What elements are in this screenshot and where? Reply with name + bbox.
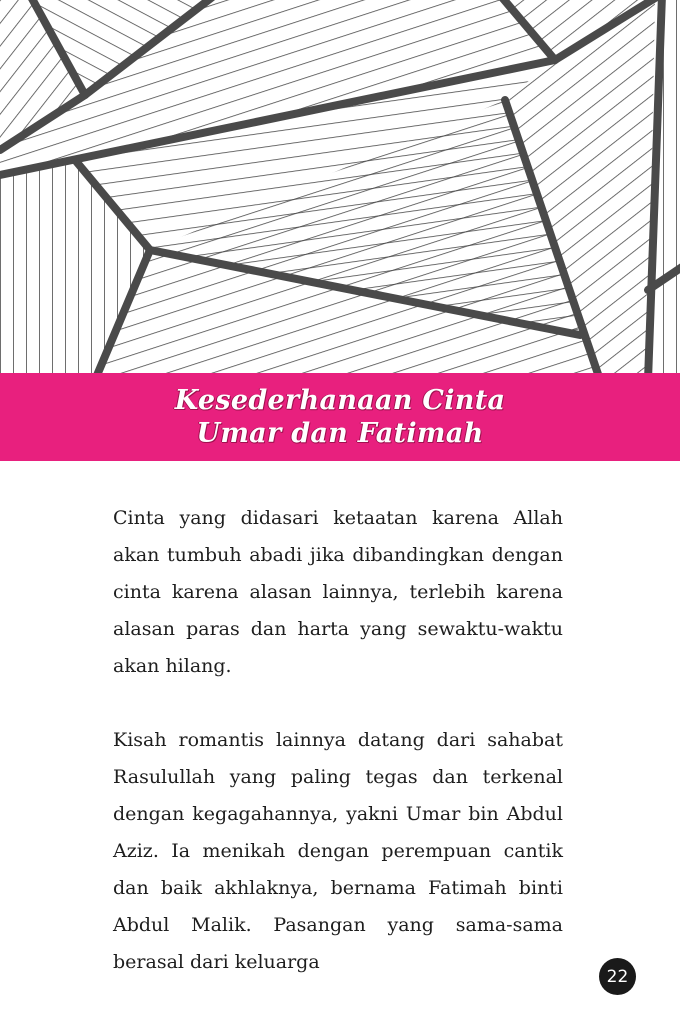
paragraph-2: Kisah romantis lainnya datang dari sahabat Rasulullah yang paling tegas dan terkenal dengan kegagahannya, yakni Umar bin Abdul Aziz. Ia menikah dengan perempuan cantik dan baik akhlaknya, bernama Fatimah binti Abdul Malik. Pasangan yang sama-sama berasal dari keluarga bbox=[113, 729, 563, 973]
title-banner bbox=[0, 373, 680, 461]
page-number-badge: 22 bbox=[599, 958, 636, 995]
geometric-line-pattern bbox=[0, 0, 680, 374]
paragraph-1: Cinta yang didasari ketaatan karena Allah akan tumbuh abadi jika dibandingkan dengan cinta karena alasan lainnya, terlebih karena alasan paras dan harta yang sewaktu-waktu akan hilang. bbox=[113, 507, 563, 677]
title-line-1: Kesederhanaan Cinta bbox=[174, 385, 506, 416]
body-text bbox=[113, 500, 563, 1018]
title-line-2: Umar dan Fatimah bbox=[196, 418, 484, 449]
